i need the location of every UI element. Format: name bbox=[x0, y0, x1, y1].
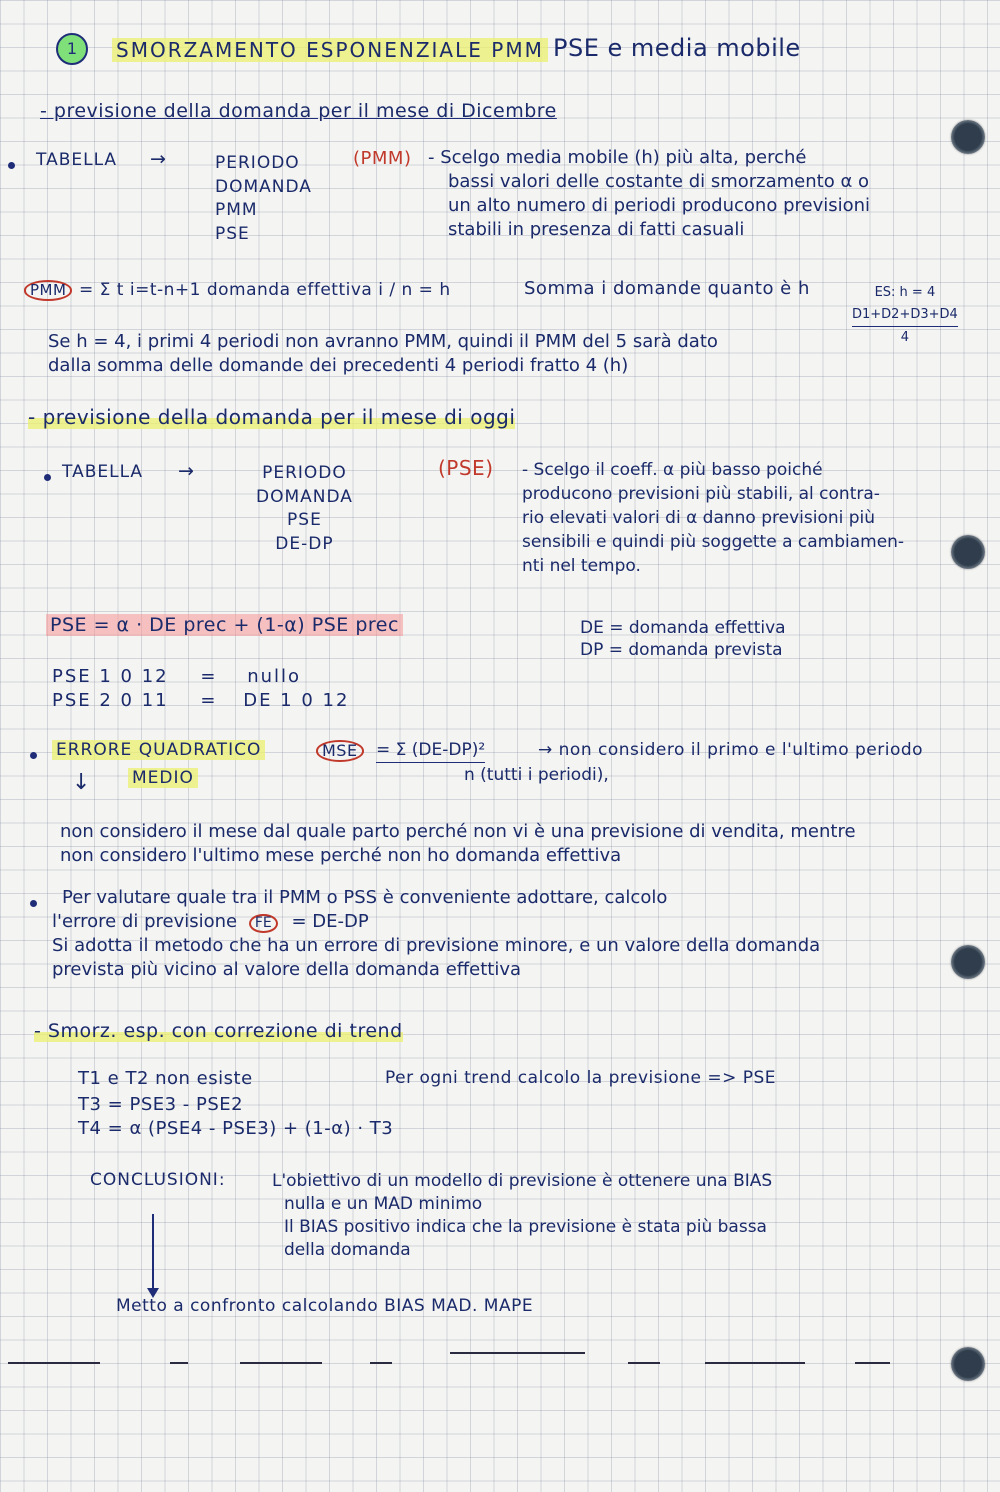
mse-label bbox=[52, 740, 265, 760]
mse-tag-circle: MSE bbox=[316, 740, 364, 762]
down-arrow: ↓ bbox=[72, 770, 91, 795]
table-row-label: DE-DP bbox=[275, 533, 334, 554]
page-subtitle: PSE e media mobile bbox=[553, 34, 801, 62]
pmm-formula-note: Somma i domande quanto è h bbox=[524, 278, 810, 299]
pse-value: nullo bbox=[247, 666, 302, 687]
section-heading-text: - Smorz. esp. con correzione di trend bbox=[34, 1020, 403, 1042]
paragraph-line: prevista più vicino al valore della domanda effettiva bbox=[52, 959, 522, 980]
definition: DP = domanda prevista bbox=[580, 640, 783, 660]
bullet bbox=[30, 752, 37, 759]
table-row-label: PSE bbox=[215, 223, 250, 244]
trend-line: T1 e T2 non esiste bbox=[78, 1068, 253, 1089]
mse-label-2 bbox=[128, 768, 198, 788]
pse-tag: (PSE) bbox=[438, 456, 494, 480]
note-line: bassi valori delle costante di smorzamento α o bbox=[448, 171, 870, 192]
equals: = bbox=[200, 690, 218, 711]
note-line: nti nel tempo. bbox=[522, 556, 641, 576]
mse-label-1: ERRORE QUADRATICO bbox=[52, 740, 265, 760]
equals: = bbox=[200, 666, 218, 687]
conclusion-line: della domanda bbox=[284, 1240, 411, 1260]
divider bbox=[370, 1362, 392, 1364]
pmm-paragraph bbox=[48, 330, 718, 378]
binder-hole bbox=[951, 120, 985, 154]
pmm-note bbox=[428, 146, 870, 242]
example-box bbox=[852, 282, 958, 349]
pmm-tag: (PMM) bbox=[353, 148, 412, 169]
table-row-label: DOMANDA bbox=[215, 176, 312, 197]
conclusion-line: L'obiettivo di un modello di previsione è ottenere una BIAS bbox=[272, 1171, 773, 1191]
arrow: → bbox=[178, 460, 195, 482]
pse-row bbox=[52, 666, 301, 687]
section-number-badge: 1 bbox=[56, 33, 88, 65]
table-row-label: DOMANDA bbox=[256, 486, 353, 507]
table-row-label: PMM bbox=[215, 200, 258, 220]
fe-tag: FE bbox=[249, 914, 278, 933]
table-row-label: PSE bbox=[287, 510, 322, 530]
pse-row bbox=[52, 690, 349, 711]
divider bbox=[240, 1362, 322, 1364]
section-heading bbox=[28, 405, 515, 429]
note-line: rio elevati valori di α danno previsioni più bbox=[522, 508, 876, 528]
page-title bbox=[112, 38, 548, 62]
mse-paragraph bbox=[60, 820, 856, 868]
down-arrow-shaft bbox=[152, 1214, 154, 1292]
binder-hole bbox=[951, 535, 985, 569]
conclusions-label: CONCLUSIONI: bbox=[90, 1170, 226, 1190]
paragraph-line: Per valutare quale tra il PMM o PSS è conveniente adottare, calcolo bbox=[62, 887, 668, 908]
pse-note bbox=[522, 458, 904, 578]
fe-paragraph bbox=[52, 886, 820, 982]
mse-formula-num: = Σ (DE-DP)² bbox=[376, 738, 485, 763]
pse-value: DE 1 0 12 bbox=[243, 690, 350, 711]
trend-line: T3 = PSE3 - PSE2 bbox=[78, 1094, 244, 1115]
mse-formula-den: n (tutti i periodi), bbox=[464, 765, 609, 785]
pmm-formula-tag: PMM bbox=[24, 280, 72, 301]
paragraph-line: dalla somma delle domande dei precedenti 4 periodi fratto 4 (h) bbox=[48, 355, 629, 376]
paragraph-line: Si adotta il metodo che ha un errore di previsione minore, e un valore della domanda bbox=[52, 935, 821, 956]
tabella-label: TABELLA bbox=[62, 462, 144, 482]
pmm-formula-body: = Σ t i=t-n+1 domanda effettiva i / n = h bbox=[78, 280, 451, 300]
mse-label-2-text: MEDIO bbox=[128, 768, 198, 788]
divider bbox=[855, 1362, 890, 1364]
paragraph-line: Se h = 4, i primi 4 periodi non avranno PMM, quindi il PMM del 5 sarà dato bbox=[48, 331, 718, 352]
binder-hole bbox=[951, 1347, 985, 1381]
table-row-label: PERIODO bbox=[262, 463, 347, 483]
pmm-formula bbox=[24, 278, 451, 301]
pse-formula bbox=[46, 614, 403, 636]
table-rows bbox=[215, 152, 312, 246]
divider bbox=[705, 1362, 805, 1364]
pse-label: PSE 1 0 12 bbox=[52, 666, 169, 687]
divider bbox=[450, 1352, 585, 1354]
divider bbox=[628, 1362, 660, 1364]
mse-note: → non considero il primo e l'ultimo periodo bbox=[538, 740, 924, 760]
mse-tag bbox=[316, 739, 364, 762]
pse-formula-text: PSE = α · DE prec + (1-α) PSE prec bbox=[46, 614, 403, 636]
conclusions bbox=[272, 1170, 772, 1262]
pse-label: PSE 2 0 11 bbox=[52, 690, 169, 711]
tabella-label: TABELLA bbox=[36, 150, 118, 170]
trend-note: Per ogni trend calcolo la previsione => PSE bbox=[385, 1068, 777, 1088]
note-line: producono previsioni più stabili, al contra- bbox=[522, 484, 880, 504]
table-row-label: PERIODO bbox=[215, 153, 300, 173]
bullet bbox=[44, 474, 51, 481]
fe-formula: = DE-DP bbox=[291, 911, 369, 932]
bullet bbox=[8, 162, 15, 169]
bullet bbox=[30, 900, 37, 907]
note-line: sensibili e quindi più soggette a cambiamen- bbox=[522, 532, 905, 552]
example-line: ES: h = 4 bbox=[874, 285, 936, 300]
table-rows bbox=[256, 462, 353, 556]
divider bbox=[8, 1362, 100, 1364]
definitions bbox=[580, 617, 786, 661]
final-note: Metto a confronto calcolando BIAS MAD. MAPE bbox=[116, 1296, 534, 1316]
note-line: - Scelgo media mobile (h) più alta, perché bbox=[428, 147, 807, 168]
conclusion-line: nulla e un MAD minimo bbox=[284, 1194, 483, 1214]
definition: DE = domanda effettiva bbox=[580, 618, 786, 638]
arrow: → bbox=[150, 148, 167, 170]
paragraph-line: non considero l'ultimo mese perché non ho domanda effettiva bbox=[60, 845, 622, 866]
section-heading: - previsione della domanda per il mese di Dicembre bbox=[40, 100, 557, 122]
conclusion-line: Il BIAS positivo indica che la previsione è stata più bassa bbox=[284, 1217, 767, 1237]
binder-hole bbox=[951, 945, 985, 979]
paragraph-line: non considero il mese dal quale parto perché non vi è una previsione di vendita, mentre bbox=[60, 821, 856, 842]
paragraph-line bbox=[52, 910, 820, 934]
trend-line: T4 = α (PSE4 - PSE3) + (1-α) · T3 bbox=[78, 1118, 394, 1139]
example-denominator: 4 bbox=[900, 330, 910, 345]
example-numerator: D1+D2+D3+D4 bbox=[852, 304, 958, 327]
note-line: un alto numero di periodi producono previsioni bbox=[448, 195, 871, 216]
section-heading bbox=[34, 1020, 403, 1042]
section-heading-text: - previsione della domanda per il mese di oggi bbox=[28, 405, 516, 429]
fe-text: l'errore di previsione bbox=[52, 911, 238, 932]
divider bbox=[170, 1362, 188, 1364]
note-line: - Scelgo il coeff. α più basso poiché bbox=[522, 460, 823, 480]
note-line: stabili in presenza di fatti casuali bbox=[448, 219, 745, 240]
page-title-text: SMORZAMENTO ESPONENZIALE PMM bbox=[112, 38, 548, 62]
